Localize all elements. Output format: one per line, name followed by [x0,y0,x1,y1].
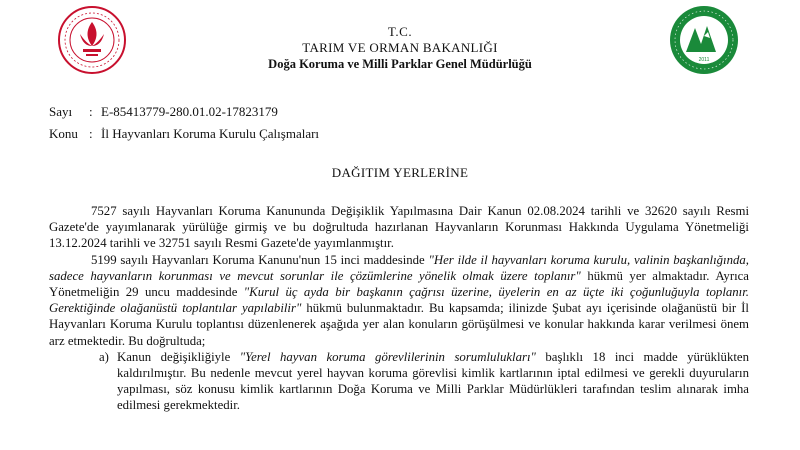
letterhead [0,24,800,72]
item-a-text-2: başlıklı 18 inci madde yürüklükten kaldırılmıştır. Bu nedenle mevcut yerel hayvan koruma görevlisi kimlik kartlarının iptal edilmesi ve gerekli duyuruların yapılması, söz konusu kimlik kartlarının Doğa Koruma ve Milli Parklar Müdürlükleri tarafından teslim alınarak imha edilmesi gerekmektedir. [117,349,749,413]
sayi-value: E-85413779-280.01.02-17823179 [101,104,278,119]
list-item-a [99,349,749,414]
svg-text:2011: 2011 [698,57,710,63]
document-body [49,203,749,414]
tc-heading: T.C. [387,24,413,39]
item-a-quote: "Yerel hayvan koruma görevlilerinin sorumlulukları" [239,349,536,364]
sayi-separator: : [89,104,93,119]
paragraph-1: 7527 sayılı Hayvanları Koruma Kanununda Değişiklik Yapılmasına Dair Kanun 02.08.2024 tarihli ve 32620 sayılı Resmi Gazete'de yayımlanarak yürülüğe girmiş ve bu doğrultuda hazırlanan Hayvanların Korunması Hakkında Uygulama Yönetmeliği 13.12.2024 tarihli ve 32751 sayılı Resmi Gazete'de yayımlanmıştır. [49,204,749,251]
item-a-text-1: Kanun değişikliğiyle [117,349,240,364]
p2-text-a: 5199 sayılı Hayvanları Koruma Kanunu'nun 15 inci maddesinde [91,252,429,267]
p2-quote-1: "Her ilde il hayvanları koruma kurulu, valinin başkanlığında, sadece hayvanların korunması ve mevcut sorunlar ile çözümlerine yönelik olmak üzere toplanır" [49,252,749,283]
distribution-heading: DAĞITIM YERLERİNE [331,165,469,180]
konu-separator: : [89,126,93,141]
sayi-label: Sayı [49,104,73,119]
department-name: Doğa Koruma ve Milli Parklar Genel Müdürlüğü [268,57,532,71]
sayi-line [49,104,278,120]
p2-text-b: hükmü yer almaktadır. Ayrıca Yönetmeliğin 29 uncu maddesinde [49,268,749,300]
ministry-name: TARIM VE ORMAN BAKANLIĞI [302,40,498,55]
list-item-a-marker: a) [99,349,109,364]
list-item-a-text [117,349,749,414]
p2-text-c: hükmü bulunmaktadır. Bu kapsamda; ilinizde Şubat ayı içerisinde olağanüstü bir İl Hayvanları Koruma Kurulu toplantısı düzenlenerek aşağıda yer alan konuların görüşülmesi ve konular hakkında karar verilmesi önem arz etmektedir. Bu doğrultuda; [49,301,749,348]
p2-quote-2: "Kurul üç ayda bir başkanın çağrısı üzerine, üyelerin en az üçte iki çoğunluğuyla toplanır. Gerektiğinde olağanüstü toplantılar yapılabilir" [49,285,749,316]
konu-label: Konu [49,126,78,141]
konu-value: İl Hayvanları Koruma Kurulu Çalışmaları [101,126,320,141]
paragraph-2 [49,252,749,349]
konu-line [49,126,319,142]
